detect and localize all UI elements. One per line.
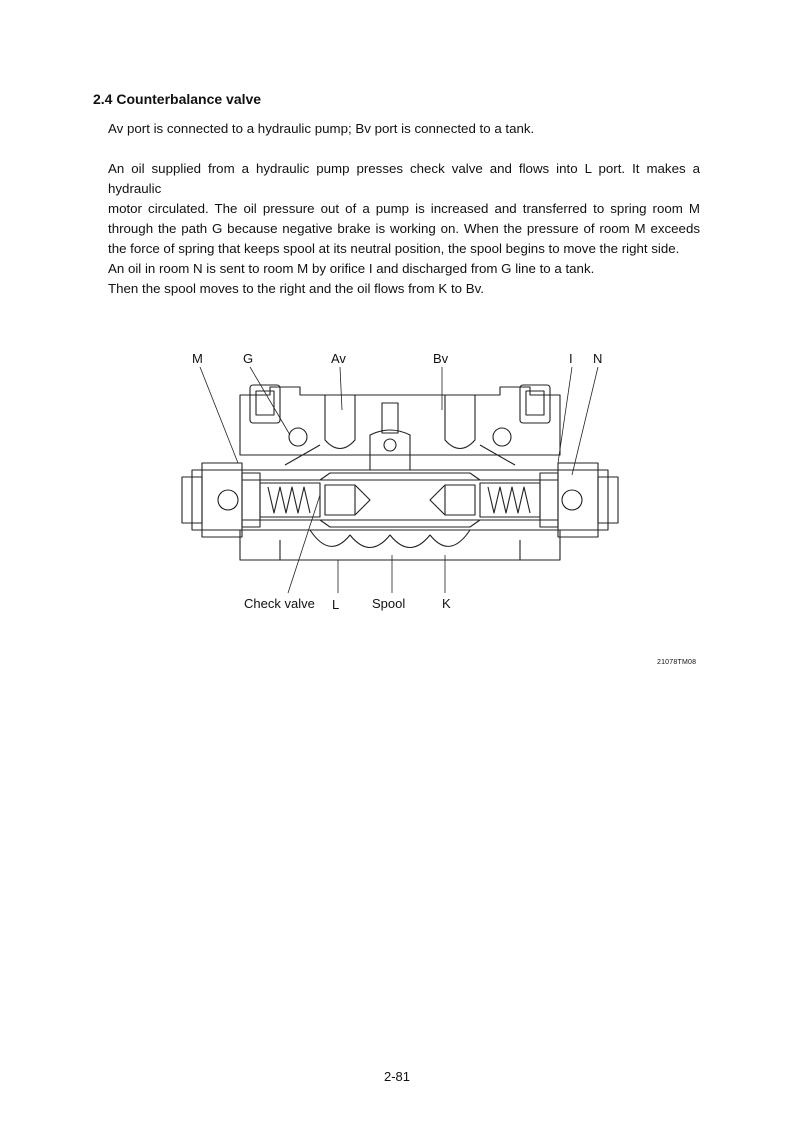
paragraph-line: An oil in room N is sent to room M by orifice I and discharged from G line to a tank. [108, 261, 595, 276]
paragraph-operation [108, 159, 700, 299]
paragraph-line: An oil supplied from a hydraulic pump presses check valve and flows into L port. It makes a hydraulic [108, 161, 700, 196]
label-l: L [332, 597, 340, 612]
figure-code: 21078TM08 [657, 659, 697, 666]
valve-upper-body [240, 385, 560, 470]
paragraph-line: the force of spring that keeps spool at its neutral position, the spool begins to move the right side. [108, 241, 680, 256]
label-k: K [442, 596, 451, 611]
label-spool: Spool [372, 596, 406, 611]
valve-lower-body [240, 530, 560, 560]
paragraph-line: Then the spool moves to the right and the oil flows from K to Bv. [108, 281, 484, 296]
label-check-valve: Check valve [244, 596, 315, 611]
section-title: 2.4 Counterbalance valve [93, 91, 262, 107]
paragraph-ports: Av port is connected to a hydraulic pump; Bv port is connected to a tank. [108, 121, 535, 136]
label-m: M [192, 351, 203, 366]
valve-spool-bore [182, 463, 618, 537]
label-av: Av [331, 351, 346, 366]
label-i: I [569, 351, 573, 366]
label-g: G [243, 351, 254, 366]
paragraph-line: through the path G because negative brake is working on. When the pressure of room M exceeds [108, 221, 700, 236]
paragraph-line: motor circulated. The oil pressure out of a pump is increased and transferred to spring room M [108, 201, 700, 216]
page-number: 2-81 [383, 1069, 411, 1084]
counterbalance-valve-diagram [180, 345, 620, 620]
label-n: N [593, 351, 603, 366]
label-bv: Bv [433, 351, 449, 366]
